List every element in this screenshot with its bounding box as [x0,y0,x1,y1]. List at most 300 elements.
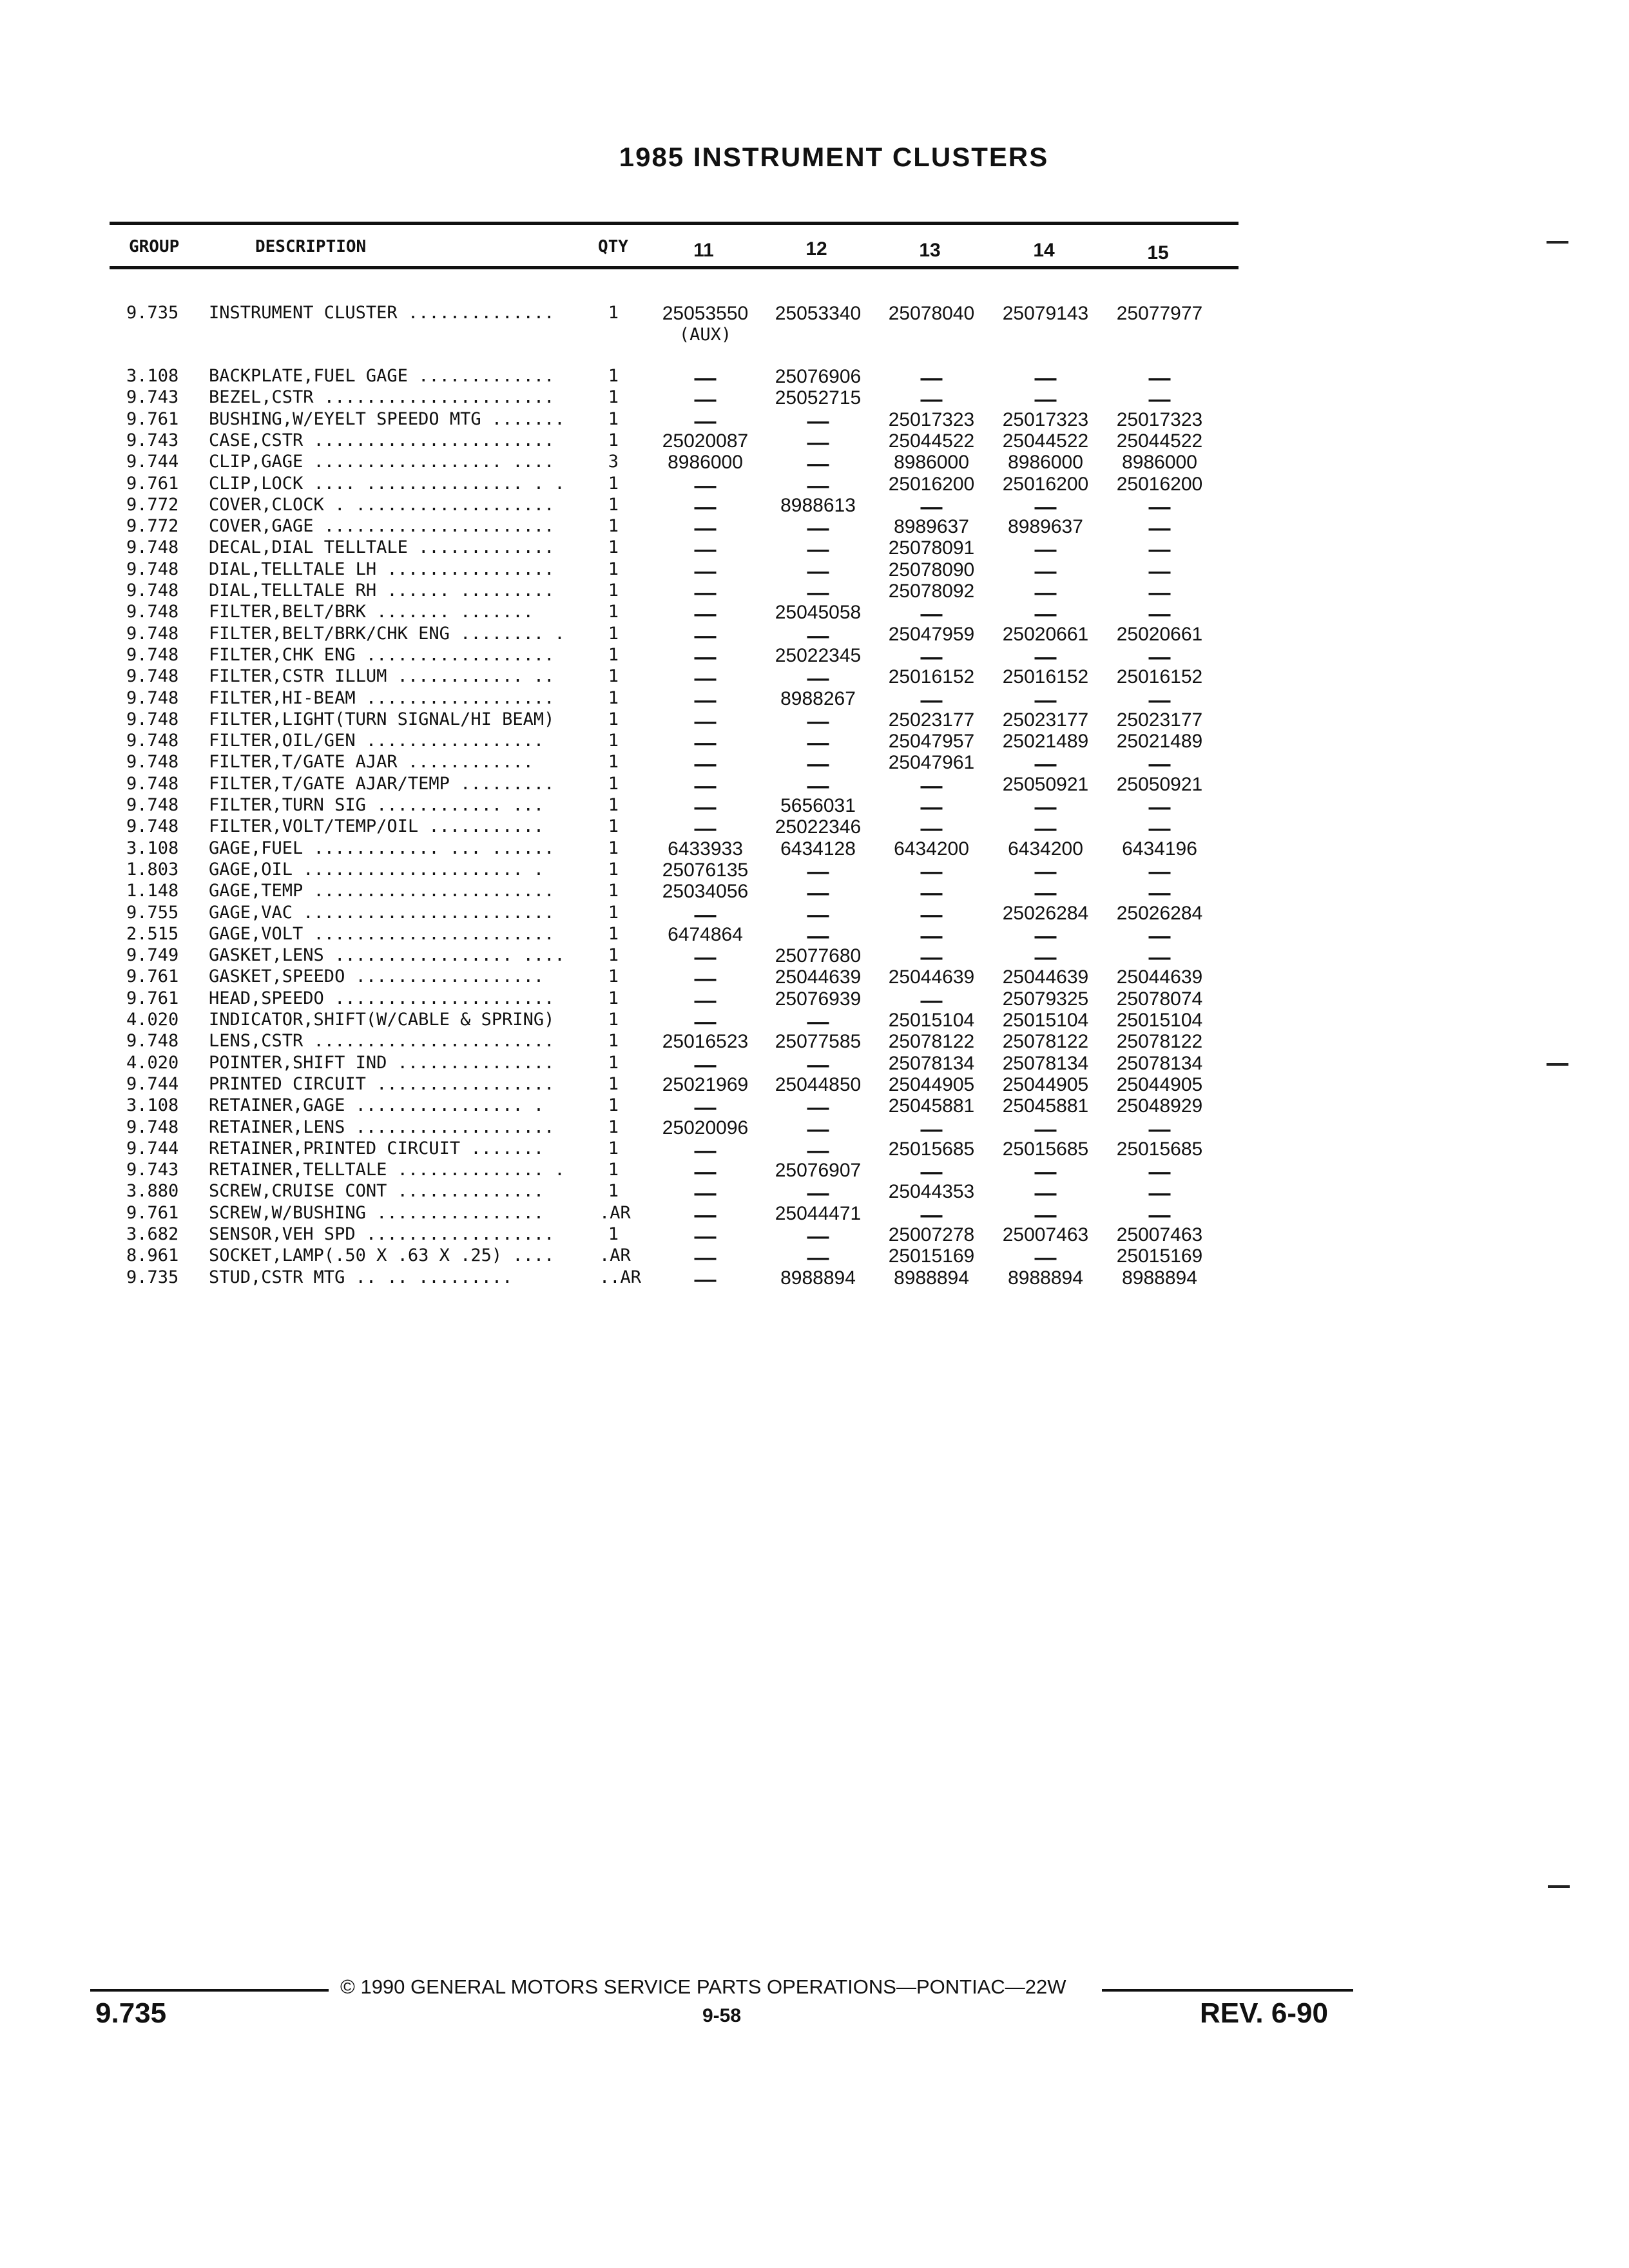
part-qty: 1 [608,473,619,494]
part-number-cell: — [807,1010,829,1034]
part-number-cell: — [694,581,717,605]
table-row [0,752,1629,777]
part-description: CASE,CSTR ....................... [209,430,555,450]
page-title: 1985 INSTRUMENT CLUSTERS [619,142,1049,172]
part-description: FILTER,TURN SIG ............ ... [209,795,545,815]
part-description: DIAL,TELLTALE LH ................ [209,559,555,579]
part-number-cell: — [694,666,717,691]
table-row [0,1181,1629,1206]
part-number-cell: — [1034,859,1057,884]
part-number-cell: 25076135 [662,859,749,881]
part-number-cell: 25078040 [888,303,975,324]
part-number-cell: — [1148,602,1171,627]
footer-revision: REV. 6-90 [1200,1997,1328,2029]
part-number-cell: 25016152 [888,666,975,688]
table-row [0,923,1629,948]
part-number-cell: 6433933 [668,838,743,860]
part-number-cell: — [694,945,717,970]
group-number: 9.735 [126,1267,179,1287]
part-number-cell: 8986000 [1122,452,1197,474]
part-number-cell: — [807,666,829,691]
part-number-cell: 25016523 [662,1031,749,1053]
part-number-cell: — [1148,1160,1171,1185]
part-number-cell: — [1034,602,1057,627]
part-number-cell: — [1034,644,1057,669]
part-number-cell: 25078134 [1002,1052,1089,1074]
part-number-cell: — [920,1202,943,1227]
part-qty: 1 [608,303,619,323]
part-number-cell: 25015104 [888,1010,975,1031]
part-number-cell: — [1148,945,1171,970]
part-qty: 1 [608,666,619,687]
part-number-cell: — [1034,1117,1057,1142]
table-row [0,581,1629,605]
part-number-cell: 25078091 [888,537,975,559]
part-number-cell: 8988894 [1122,1267,1197,1289]
group-number: 9.761 [126,408,179,429]
table-row [0,537,1629,562]
part-number-cell: — [1148,752,1171,777]
table-row [0,731,1629,756]
group-number: 9.772 [126,516,179,537]
part-description: SCREW,W/BUSHING ................ [209,1202,545,1223]
group-number: 9.748 [126,731,179,751]
group-number: 8.961 [126,1245,179,1266]
part-description: STUD,CSTR MTG .. .. ......... [209,1267,513,1287]
table-row [0,430,1629,455]
table-row [0,966,1629,992]
part-number-cell: — [807,773,829,798]
part-number-cell: 25044905 [1002,1073,1089,1095]
part-number-cell: — [694,1267,717,1292]
margin-mark [1547,241,1568,244]
group-number: 3.108 [126,366,179,386]
part-number-cell: — [807,473,829,498]
footer-page-number: 9-58 [702,2005,742,2026]
part-number-cell: — [1148,1202,1171,1227]
part-number-cell: — [807,430,829,455]
part-number-cell: — [694,559,717,584]
part-qty: 1 [608,795,619,815]
table-row [0,816,1629,841]
group-number: 2.515 [126,923,179,944]
part-number-cell: — [1148,387,1171,412]
part-number-cell: — [807,452,829,477]
part-description: COVER,GAGE ...................... [209,516,555,537]
table-row [0,709,1629,734]
part-number-cell: — [920,795,943,820]
part-number-cell: — [807,623,829,648]
part-qty: 1 [608,1160,619,1180]
part-qty: 1 [608,859,619,879]
part-number-cell: — [1148,881,1171,906]
part-description: HEAD,SPEEDO ..................... [209,988,555,1008]
part-number-cell: — [807,408,829,434]
part-number-cell: — [1034,1160,1057,1185]
part-number-cell: 25076939 [775,988,862,1010]
part-description: FILTER,T/GATE AJAR ............ [209,752,534,773]
group-number: 1.148 [126,881,179,901]
part-number-cell: 25016152 [1002,666,1089,688]
group-number: 9.735 [126,303,179,323]
group-number: 3.880 [126,1181,179,1202]
part-number-cell: 25034056 [662,881,749,903]
part-number-cell: — [920,387,943,412]
part-qty: 1 [608,430,619,450]
part-number-cell: 25044905 [1116,1073,1203,1095]
part-number-cell: 25015169 [888,1245,975,1267]
part-number-cell: 25015685 [888,1138,975,1160]
part-number-cell: 8988894 [780,1267,856,1289]
part-description: RETAINER,GAGE ................ . [209,1095,545,1116]
part-number-cell: 25050921 [1002,773,1089,795]
part-number-cell: 25017323 [1002,408,1089,430]
part-description: RETAINER,LENS ................... [209,1117,555,1137]
part-qty: 1 [608,602,619,622]
part-number-cell: — [920,859,943,884]
part-number-cell: — [694,1160,717,1185]
part-number-cell: — [807,1117,829,1142]
part-number-cell: — [1148,516,1171,541]
group-number: 9.748 [126,816,179,837]
part-number-cell: 25026284 [1002,902,1089,924]
part-number-cell: — [694,537,717,562]
part-number-cell: — [1034,816,1057,841]
part-number-cell: — [1148,795,1171,820]
part-number-cell: 25044639 [1116,966,1203,988]
part-qty: 1 [608,581,619,601]
part-qty: 1 [608,752,619,773]
part-number-cell: 6474864 [668,923,743,945]
part-number-cell: — [1034,387,1057,412]
part-number-cell: — [1034,1245,1057,1271]
part-number-cell: — [694,966,717,992]
part-number-cell: 25050921 [1116,773,1203,795]
part-qty: 1 [608,945,619,966]
part-qty: 1 [608,923,619,944]
part-number-cell: — [694,1052,717,1077]
group-number: 9.748 [126,687,179,708]
part-number-cell: 25020661 [1002,623,1089,645]
column-header-model-12: 12 [805,238,827,260]
table-row [0,644,1629,669]
group-number: 9.749 [126,945,179,966]
part-number-cell: — [1034,559,1057,584]
part-number-cell: — [807,1095,829,1120]
column-header-model-15: 15 [1147,242,1169,264]
part-number-cell: — [1034,687,1057,713]
table-row [0,1160,1629,1185]
part-number-cell: 25079325 [1002,988,1089,1010]
part-qty: 1 [608,644,619,665]
part-number-cell: 25023177 [1116,709,1203,731]
part-number-cell: 25007278 [888,1224,975,1245]
part-qty: 1 [608,1138,619,1158]
part-number-cell: 25078122 [1002,1031,1089,1053]
part-number-cell: — [920,494,943,519]
part-number-cell: — [1148,687,1171,713]
part-qty: 1 [608,881,619,901]
group-number: 9.744 [126,1073,179,1094]
margin-mark [1548,1885,1570,1888]
part-number-cell: — [1034,945,1057,970]
part-number-cell: — [694,494,717,519]
group-number: 9.761 [126,988,179,1008]
part-qty: 1 [608,1010,619,1030]
group-number: 9.743 [126,387,179,408]
part-number-cell: 25078134 [888,1052,975,1074]
part-number-cell: — [1034,537,1057,562]
group-number: 9.761 [126,1202,179,1223]
table-row [0,1245,1629,1271]
part-number-cell: — [694,773,717,798]
part-number-cell: — [920,945,943,970]
part-number-cell: — [807,902,829,927]
part-number-cell: 25044639 [888,966,975,988]
part-description: CLIP,LOCK .... ............... . . [209,473,565,494]
part-number-cell: — [694,1010,717,1034]
part-number-cell: — [694,387,717,412]
part-qty: .AR [599,1245,631,1266]
part-qty: 1 [608,902,619,923]
part-number-cell: — [1034,1181,1057,1206]
part-number-cell: — [1148,494,1171,519]
part-number-cell: — [694,1202,717,1227]
part-number-cell: 25016200 [1002,473,1089,495]
part-description: FILTER,HI-BEAM .................. [209,687,555,708]
part-number-cell: — [807,1138,829,1163]
part-number-cell: — [694,644,717,669]
table-row [0,623,1629,648]
part-number-cell: 25017323 [888,408,975,430]
part-qty: 1 [608,537,619,558]
part-qty: 1 [608,516,619,537]
part-number-cell: — [807,537,829,562]
part-number-cell: — [807,709,829,734]
part-description: GAGE,TEMP ....................... [209,881,555,901]
part-qty: 1 [608,387,619,408]
group-number: 9.744 [126,452,179,472]
part-number-cell: 25047957 [888,731,975,753]
table-row [0,387,1629,412]
part-qty: 1 [608,687,619,708]
margin-mark [1547,1063,1568,1066]
table-row [0,452,1629,477]
part-description: FILTER,VOLT/TEMP/OIL ........... [209,816,545,837]
group-number: 9.748 [126,1031,179,1052]
part-number-cell: — [1148,559,1171,584]
part-qty: 1 [608,1117,619,1137]
part-number-cell: — [1148,1117,1171,1142]
part-description: FILTER,CHK ENG .................. [209,644,555,665]
part-number-cell: 25015685 [1116,1138,1203,1160]
part-number-cell: — [694,709,717,734]
part-number-cell: — [1034,494,1057,519]
table-row [0,1138,1629,1163]
part-number-cell: 25020087 [662,430,749,452]
part-description: INDICATOR,SHIFT(W/CABLE & SPRING) [209,1010,555,1030]
table-row [0,838,1629,860]
part-number-cell: 25015104 [1002,1010,1089,1031]
part-number-cell: — [1034,581,1057,605]
part-number-cell: 25015685 [1002,1138,1089,1160]
table-row [0,408,1629,434]
part-number-cell: — [807,516,829,541]
part-number-cell: — [694,795,717,820]
part-number-cell: 25017323 [1116,408,1203,430]
part-number-cell: 25021489 [1116,731,1203,753]
part-number-cell: — [694,366,717,390]
table-row [0,1224,1629,1249]
group-number: 9.761 [126,473,179,494]
part-number-cell: — [1148,1181,1171,1206]
part-description: POINTER,SHIFT IND ............... [209,1052,555,1073]
part-description: FILTER,BELT/BRK ....... ....... [209,602,534,622]
part-number-cell: — [807,1224,829,1249]
part-number-cell: 8989637 [894,516,969,538]
column-header-qty: QTY [598,237,628,256]
part-description: BEZEL,CSTR ...................... [209,387,555,408]
part-number-cell: — [807,752,829,777]
part-number-cell: 8986000 [668,452,743,474]
table-row [0,795,1629,820]
column-header-model-11: 11 [693,240,714,261]
part-description: GAGE,VOLT ....................... [209,923,555,944]
part-number-cell: 25078134 [1116,1052,1203,1074]
part-description: DIAL,TELLTALE RH ...... ......... [209,581,555,601]
part-number-cell: — [1148,923,1171,948]
group-number: 9.748 [126,623,179,644]
part-number-cell: 8986000 [1008,452,1083,474]
part-number-cell: — [694,1224,717,1249]
part-number-cell: 25044471 [775,1202,862,1224]
part-number-cell: — [920,1160,943,1185]
part-number-cell: 8988613 [780,494,856,516]
part-number-cell: 6434196 [1122,838,1197,860]
part-number-cell: 25079143 [1002,303,1089,324]
part-number-cell: — [920,687,943,713]
part-number-cell: — [807,859,829,884]
group-number: 9.748 [126,773,179,794]
part-number-cell: — [694,902,717,927]
part-qty: 1 [608,988,619,1008]
part-number-cell: — [920,644,943,669]
part-number-cell: 8989637 [1008,516,1083,538]
part-number-cell: — [694,731,717,756]
footer-group-number: 9.735 [95,1997,167,2029]
column-header-description: DESCRIPTION [255,237,367,256]
part-number-cell: — [694,988,717,1013]
part-number-cell: — [920,881,943,906]
part-number-cell: 25078090 [888,559,975,581]
part-number-cell: — [920,816,943,841]
part-number-cell: 25020096 [662,1117,749,1139]
group-number: 9.755 [126,902,179,923]
part-number-cell: — [807,1245,829,1271]
group-number: 9.748 [126,644,179,665]
part-description: SCREW,CRUISE CONT .............. [209,1181,545,1202]
part-number-cell: 25078074 [1116,988,1203,1010]
table-row [0,1202,1629,1227]
part-number-cell: — [807,881,829,906]
group-number: 3.108 [126,838,179,858]
part-number-cell: 25047961 [888,752,975,774]
part-number-cell: 25078122 [1116,1031,1203,1053]
part-number-cell: 25045058 [775,602,862,624]
part-description: GAGE,VAC ........................ [209,902,555,923]
part-description: GAGE,FUEL ............ ... ...... [209,838,555,858]
table-row [0,494,1629,519]
part-number-cell: 25044522 [1002,430,1089,452]
part-number-cell: 25044850 [775,1073,862,1095]
part-number-cell: — [807,1052,829,1077]
part-qty: 1 [608,1031,619,1052]
part-number-cell: 25015104 [1116,1010,1203,1031]
part-qty: 1 [608,731,619,751]
part-qty: 1 [608,1181,619,1202]
part-qty: 1 [608,773,619,794]
table-row [0,473,1629,498]
column-header-model-13: 13 [919,240,941,261]
group-number: 1.803 [126,859,179,879]
part-description: FILTER,BELT/BRK/CHK ENG ........ . [209,623,565,644]
part-number-cell: 25076906 [775,366,862,387]
part-description: PRINTED CIRCUIT ................. [209,1073,555,1094]
part-number-cell: 25021489 [1002,731,1089,753]
part-number-cell: — [694,687,717,713]
part-number-cell: 25045881 [1002,1095,1089,1117]
footer-rule-left [90,1989,329,1992]
part-number-cell: 25078122 [888,1031,975,1053]
part-number-cell: 25026284 [1116,902,1203,924]
part-description: FILTER,T/GATE AJAR/TEMP ......... [209,773,555,794]
part-qty: 1 [608,966,619,987]
part-number-cell: — [1034,752,1057,777]
part-qty: 1 [608,623,619,644]
part-qty: 1 [608,709,619,729]
part-description: RETAINER,PRINTED CIRCUIT ....... [209,1138,545,1158]
part-qty: 1 [608,1073,619,1094]
part-number-cell: — [694,752,717,777]
table-row [0,859,1629,884]
part-number-cell: 25078092 [888,581,975,602]
part-description: RETAINER,TELLTALE .............. . [209,1160,565,1180]
part-number-cell: — [920,602,943,627]
part-description: GAGE,OIL ..................... . [209,859,545,879]
part-number-cell: — [694,1181,717,1206]
part-description: LENS,CSTR ....................... [209,1031,555,1052]
part-number-cell: — [694,408,717,434]
table-row [0,559,1629,584]
part-number-cell: — [920,773,943,798]
part-number-cell: — [920,366,943,390]
group-number: 9.743 [126,1160,179,1180]
column-header-model-14: 14 [1033,240,1055,261]
part-description: GASKET,LENS ................. .... [209,945,565,966]
part-qty: 3 [608,452,619,472]
group-number: 9.748 [126,709,179,729]
part-number-cell: 25022346 [775,816,862,838]
part-number-cell: 25047959 [888,623,975,645]
table-row [0,1117,1629,1142]
group-number: 4.020 [126,1052,179,1073]
part-number-cell: 25016152 [1116,666,1203,688]
part-number-cell: 25044522 [1116,430,1203,452]
table-row [0,1052,1629,1077]
part-number-cell: 25021969 [662,1073,749,1095]
group-number: 9.748 [126,666,179,687]
group-number: 9.748 [126,1117,179,1137]
